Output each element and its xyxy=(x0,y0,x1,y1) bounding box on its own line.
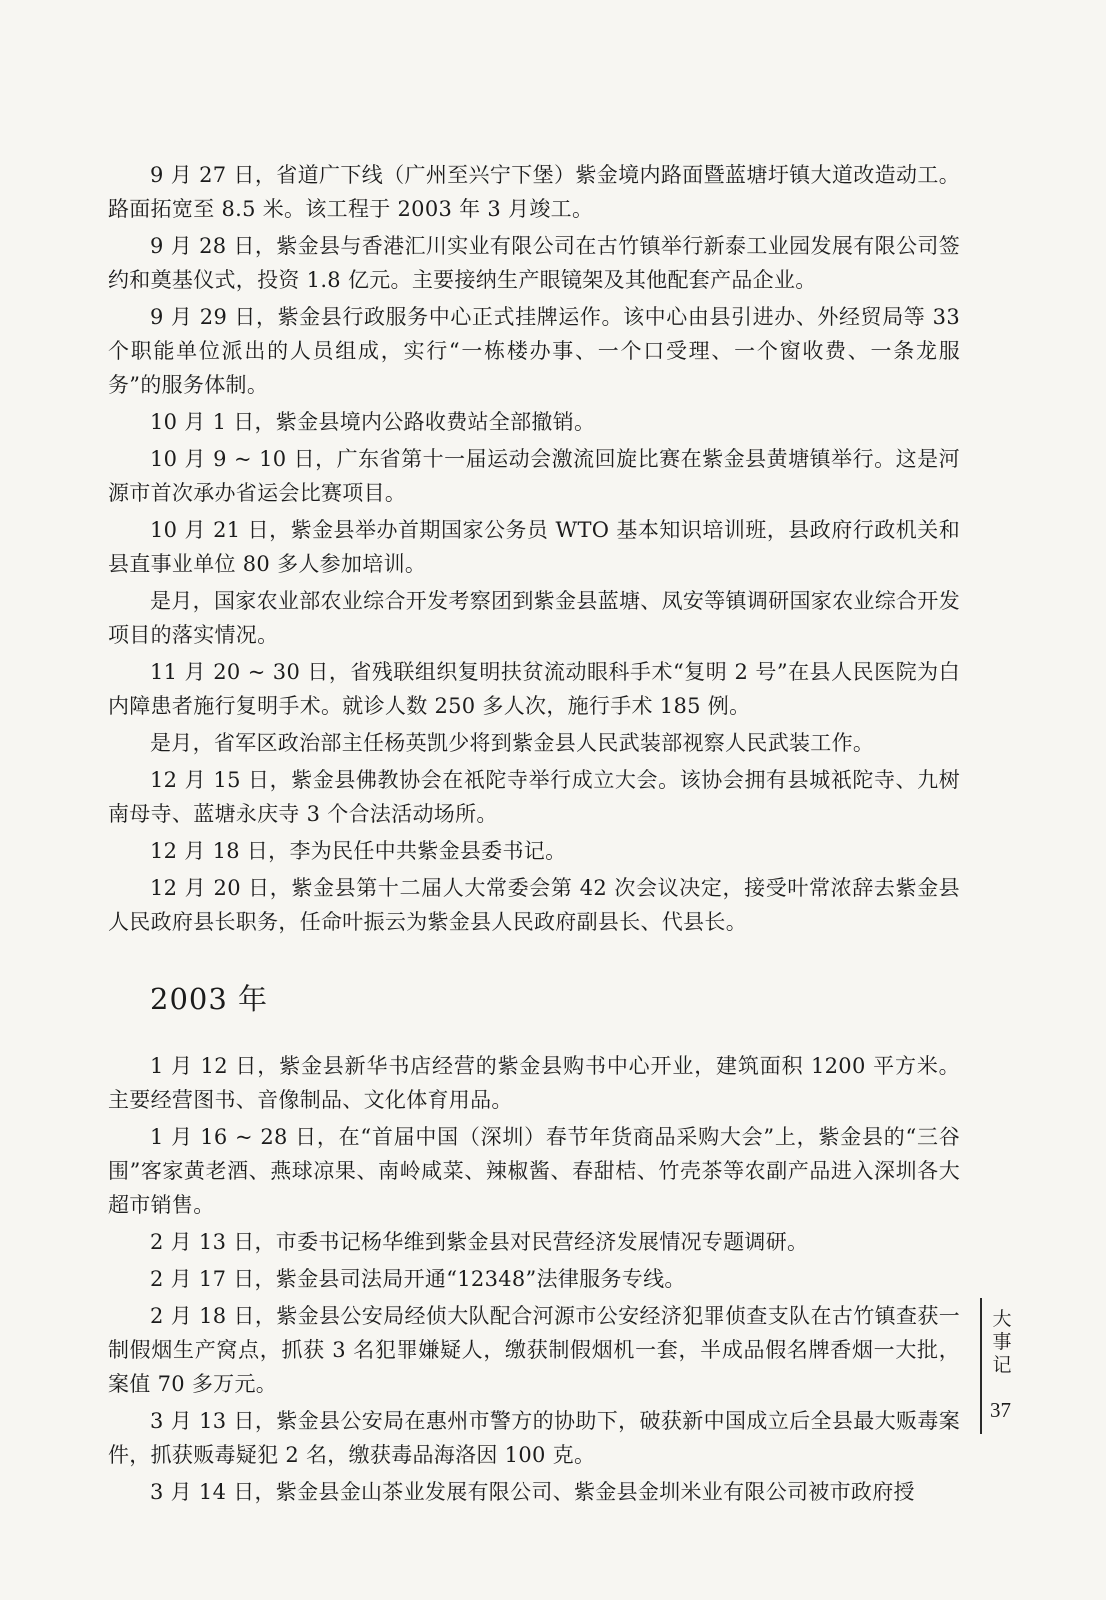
paragraph: 是月，国家农业部农业综合开发考察团到紫金县蓝塘、凤安等镇调研国家农业综合开发项目的落实情况。 xyxy=(108,589,960,647)
paragraph: 10 月 9 ~ 10 日，广东省第十一届运动会激流回旋比赛在紫金县黄塘镇举行。这是河源市首次承办省运会比赛项目。 xyxy=(108,447,960,505)
paragraph: 3 月 14 日，紫金县金山茶业发展有限公司、紫金县金圳米业有限公司被市政府授 xyxy=(150,1480,915,1504)
paragraph: 2 月 13 日，市委书记杨华维到紫金县对民营经济发展情况专题调研。 xyxy=(150,1230,809,1254)
paragraph: 2 月 18 日，紫金县公安局经侦大队配合河源市公安经济犯罪侦查支队在古竹镇查获一制假烟生产窝点，抓获 3 名犯罪嫌疑人，缴获制假烟机一套，半成品假名牌香烟一大批，案值 70 多万元。 xyxy=(108,1304,960,1396)
paragraph: 2 月 17 日，紫金县司法局开通“12348”法律服务专线。 xyxy=(150,1267,686,1291)
chapter-side-label: 大事记 xyxy=(992,1308,1012,1376)
paragraph: 9 月 27 日，省道广下线（广州至兴宁下堡）紫金境内路面暨蓝塘圩镇大道改造动工。路面拓宽至 8.5 米。该工程于 2003 年 3 月竣工。 xyxy=(108,163,960,221)
paragraph: 9 月 29 日，紫金县行政服务中心正式挂牌运作。该中心由县引进办、外经贸局等 33 个职能单位派出的人员组成，实行“一栋楼办事、一个口受理、一个窗收费、一条龙服务”的服务体制。 xyxy=(108,305,960,397)
section-2003 xyxy=(108,1049,960,1509)
page-content xyxy=(108,158,960,1512)
paragraph: 10 月 21 日，紫金县举办首期国家公务员 WTO 基本知识培训班，县政府行政机关和县直事业单位 80 多人参加培训。 xyxy=(108,518,960,576)
paragraph: 1 月 12 日，紫金县新华书店经营的紫金县购书中心开业，建筑面积 1200 平方米。主要经营图书、音像制品、文化体育用品。 xyxy=(108,1054,960,1112)
year-heading: 2003 年 xyxy=(150,982,269,1016)
paragraph: 3 月 13 日，紫金县公安局在惠州市警方的协助下，破获新中国成立后全县最大贩毒案件，抓获贩毒疑犯 2 名，缴获毒品海洛因 100 克。 xyxy=(108,1409,960,1467)
section-2002 xyxy=(108,158,960,939)
paragraph: 12 月 20 日，紫金县第十二届人大常委会第 42 次会议决定，接受叶常浓辞去紫金县人民政府县长职务，任命叶振云为紫金县人民政府副县长、代县长。 xyxy=(108,876,960,934)
paragraph: 10 月 1 日，紫金县境内公路收费站全部撤销。 xyxy=(150,410,596,434)
paragraph: 12 月 15 日，紫金县佛教协会在祇陀寺举行成立大会。该协会拥有县城祇陀寺、九树南母寺、蓝塘永庆寺 3 个合法活动场所。 xyxy=(108,768,960,826)
paragraph: 12 月 18 日，李为民任中共紫金县委书记。 xyxy=(150,839,567,863)
paragraph: 1 月 16 ~ 28 日，在“首届中国（深圳）春节年货商品采购大会”上，紫金县的“三谷围”客家黄老酒、燕球凉果、南岭咸菜、辣椒酱、春甜桔、竹壳茶等农副产品进入深圳各大超市销售。 xyxy=(108,1125,960,1217)
page-number: 37 xyxy=(990,1398,1011,1422)
side-rule xyxy=(980,1298,982,1434)
paragraph: 9 月 28 日，紫金县与香港汇川实业有限公司在古竹镇举行新泰工业园发展有限公司签约和奠基仪式，投资 1.8 亿元。主要接纳生产眼镜架及其他配套产品企业。 xyxy=(108,234,960,292)
paragraph: 11 月 20 ~ 30 日，省残联组织复明扶贫流动眼科手术“复明 2 号”在县人民医院为白内障患者施行复明手术。就诊人数 250 多人次，施行手术 185 例。 xyxy=(108,660,960,718)
paragraph: 是月，省军区政治部主任杨英凯少将到紫金县人民武装部视察人民武装工作。 xyxy=(150,731,875,755)
